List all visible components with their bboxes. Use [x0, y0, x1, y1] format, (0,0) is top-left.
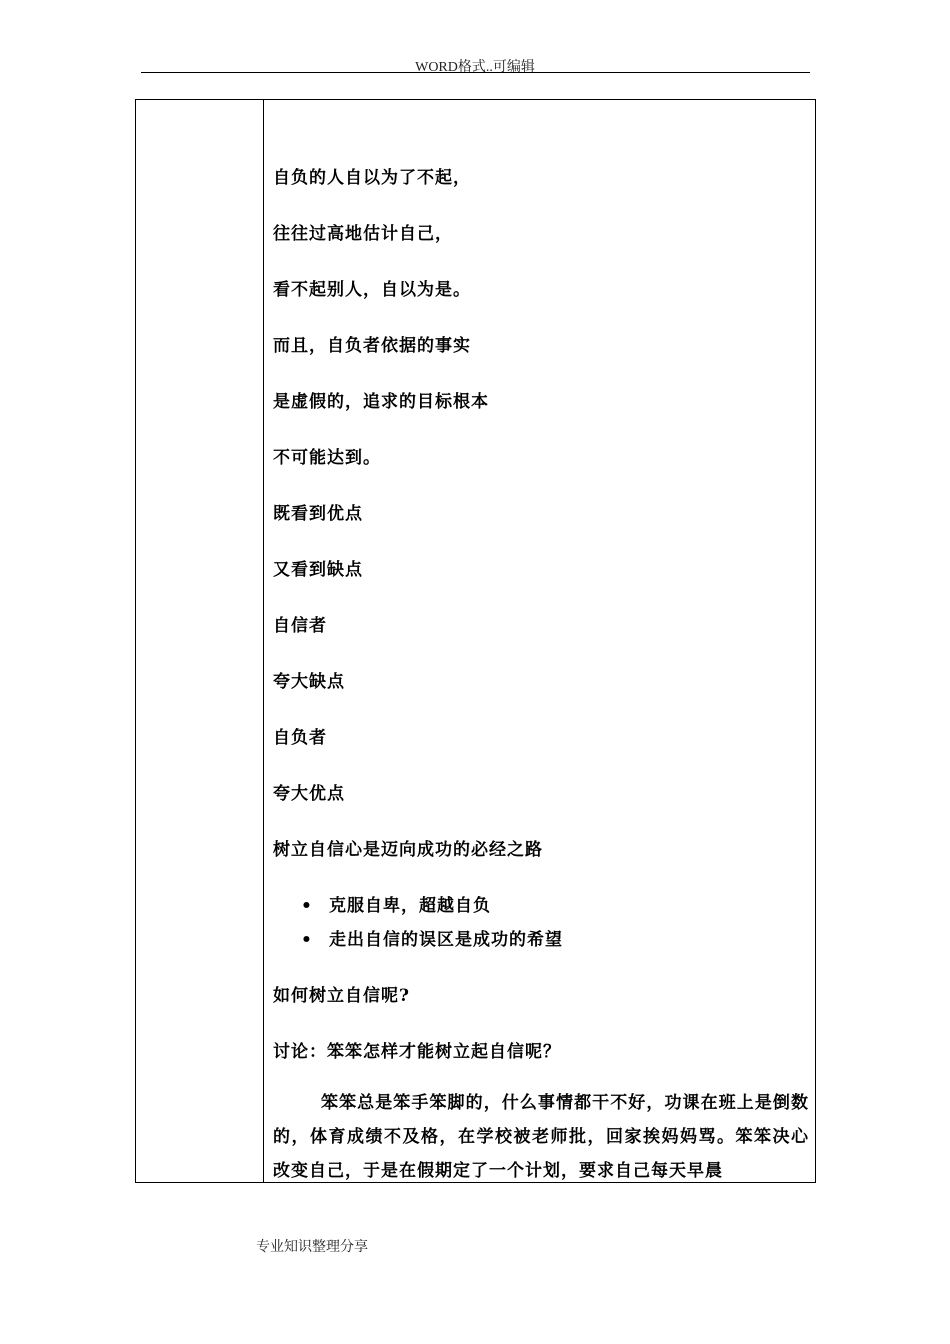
- text-line: 又看到缺点: [273, 560, 363, 580]
- page-header: WORD格式..可编辑: [415, 60, 535, 75]
- text-line: 看不起别人，自以为是。: [273, 280, 471, 300]
- text-line: 既看到优点: [273, 504, 363, 524]
- text-line: 自信者: [273, 616, 327, 636]
- column-divider: [263, 100, 264, 1182]
- text-line: 树立自信心是迈向成功的必经之路: [273, 840, 543, 860]
- discussion-line: 讨论：笨笨怎样才能树立起自信呢？: [273, 1042, 561, 1062]
- bullet-item: [301, 891, 491, 916]
- page-footer: 专业知识整理分享: [256, 1239, 368, 1255]
- text-line: 自负者: [273, 728, 327, 748]
- text-line: 往往过高地估计自己，: [273, 224, 453, 244]
- text-line: 夸大优点: [273, 784, 345, 804]
- content-table: [135, 99, 816, 1183]
- bullet-item: [301, 925, 563, 950]
- bullet-dot-icon: •: [301, 930, 313, 950]
- text-line: 而且，自负者依据的事实: [273, 336, 471, 356]
- text-line: 是虚假的，追求的目标根本: [273, 392, 489, 412]
- header-rule: [141, 72, 810, 73]
- question-line: 如何树立自信呢?: [273, 986, 410, 1006]
- bullet-dot-icon: •: [301, 896, 313, 916]
- story-paragraph: 笨笨总是笨手笨脚的，什么事情都干不好，功课在班上是倒数的，体育成绩不及格，在学校被老师批，回家挨妈妈骂。笨笨决心改变自己，于是在假期定了一个计划，要求自己每天早晨: [273, 1093, 809, 1181]
- bullet-text: 走出自信的误区是成功的希望: [329, 930, 563, 950]
- bullet-text: 克服自卑，超越自负: [329, 896, 491, 916]
- text-line: 不可能达到。: [273, 448, 381, 468]
- text-line: 自负的人自以为了不起，: [273, 168, 471, 188]
- text-line: 夸大缺点: [273, 672, 345, 692]
